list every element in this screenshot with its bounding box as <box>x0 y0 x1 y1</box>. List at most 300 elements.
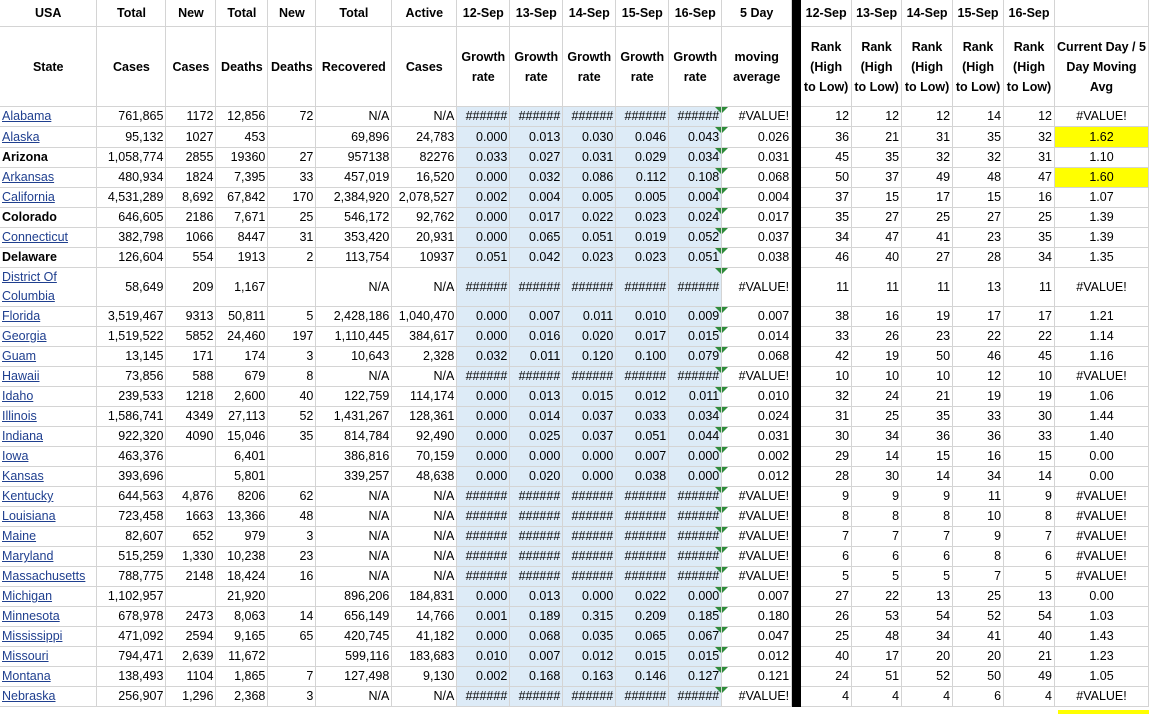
data-cell[interactable]: 23 <box>268 547 316 567</box>
header-cell[interactable]: Rank (High to Low) <box>1004 27 1055 107</box>
growth-rate-cell[interactable]: 0.032 <box>510 168 563 188</box>
growth-rate-cell[interactable]: ###### <box>669 687 722 707</box>
rank-cell[interactable]: 15 <box>1004 447 1055 467</box>
header-cell[interactable]: Growth rate <box>616 27 669 107</box>
rank-cell[interactable]: 41 <box>953 627 1004 647</box>
rank-cell[interactable]: 8 <box>1004 507 1055 527</box>
rank-cell[interactable]: 50 <box>953 667 1004 687</box>
data-cell[interactable]: N/A <box>316 527 392 547</box>
rank-cell[interactable]: 49 <box>902 168 953 188</box>
state-link[interactable]: Massachusetts <box>0 567 97 587</box>
rank-cell[interactable]: 24 <box>801 667 852 687</box>
data-cell[interactable]: 138,493 <box>97 667 166 687</box>
rank-cell[interactable]: 25 <box>902 208 953 228</box>
data-cell[interactable] <box>268 447 316 467</box>
rank-cell[interactable]: 28 <box>801 467 852 487</box>
rank-cell[interactable]: 26 <box>852 327 902 347</box>
growth-rate-cell[interactable]: 0.000 <box>457 467 510 487</box>
growth-rate-cell[interactable]: ###### <box>510 507 563 527</box>
data-cell[interactable]: 19360 <box>216 148 268 168</box>
rank-cell[interactable]: 11 <box>801 268 852 307</box>
data-cell[interactable]: 2,428,186 <box>316 307 392 327</box>
growth-rate-cell[interactable]: 0.315 <box>563 607 616 627</box>
rank-cell[interactable]: 5 <box>1004 567 1055 587</box>
header-cell[interactable]: State <box>0 27 97 107</box>
data-cell[interactable] <box>166 587 216 607</box>
rank-cell[interactable]: 25 <box>1004 208 1055 228</box>
growth-rate-cell[interactable]: 0.000 <box>457 447 510 467</box>
rank-cell[interactable]: 12 <box>1004 107 1055 127</box>
growth-rate-cell[interactable]: 0.016 <box>510 327 563 347</box>
growth-rate-cell[interactable]: 0.051 <box>457 248 510 268</box>
rank-cell[interactable]: 32 <box>1004 127 1055 148</box>
rank-cell[interactable]: 16 <box>1004 188 1055 208</box>
ratio-cell[interactable]: #VALUE! <box>1055 567 1149 587</box>
data-cell[interactable]: 62 <box>268 487 316 507</box>
moving-average-cell[interactable]: 0.010 <box>722 387 792 407</box>
state-link[interactable]: Michigan <box>0 587 97 607</box>
rank-cell[interactable]: 46 <box>953 347 1004 367</box>
rank-cell[interactable]: 23 <box>953 228 1004 248</box>
data-cell[interactable] <box>268 647 316 667</box>
growth-rate-cell[interactable]: ###### <box>510 527 563 547</box>
rank-cell[interactable]: 35 <box>852 148 902 168</box>
ratio-cell[interactable]: #VALUE! <box>1055 107 1149 127</box>
rank-cell[interactable]: 11 <box>902 268 953 307</box>
rank-cell[interactable]: 14 <box>852 447 902 467</box>
growth-rate-cell[interactable]: 0.004 <box>510 188 563 208</box>
data-cell[interactable]: 2,328 <box>392 347 457 367</box>
growth-rate-cell[interactable]: 0.023 <box>616 248 669 268</box>
rank-cell[interactable]: 21 <box>902 387 953 407</box>
header-cell[interactable]: Growth rate <box>669 27 722 107</box>
rank-cell[interactable]: 5 <box>852 567 902 587</box>
growth-rate-cell[interactable]: 0.002 <box>457 188 510 208</box>
data-cell[interactable]: 82276 <box>392 148 457 168</box>
header-cell[interactable]: Growth rate <box>563 27 616 107</box>
rank-cell[interactable]: 6 <box>801 547 852 567</box>
rank-cell[interactable]: 31 <box>801 407 852 427</box>
growth-rate-cell[interactable]: ###### <box>457 687 510 707</box>
moving-average-cell[interactable]: 0.012 <box>722 467 792 487</box>
data-cell[interactable]: 69,896 <box>316 127 392 148</box>
growth-rate-cell[interactable]: ###### <box>563 367 616 387</box>
rank-cell[interactable]: 10 <box>902 367 953 387</box>
data-cell[interactable]: 183,683 <box>392 647 457 667</box>
data-cell[interactable]: 1,330 <box>166 547 216 567</box>
growth-rate-cell[interactable]: 0.127 <box>669 667 722 687</box>
data-cell[interactable]: 10937 <box>392 248 457 268</box>
growth-rate-cell[interactable]: ###### <box>563 687 616 707</box>
rank-cell[interactable]: 20 <box>902 647 953 667</box>
growth-rate-cell[interactable]: 0.052 <box>669 228 722 248</box>
moving-average-cell[interactable]: 0.024 <box>722 407 792 427</box>
data-cell[interactable]: N/A <box>392 367 457 387</box>
data-cell[interactable]: 24,460 <box>216 327 268 347</box>
rank-cell[interactable]: 4 <box>852 687 902 707</box>
state-link[interactable]: Alabama <box>0 107 97 127</box>
state-link[interactable]: Connecticut <box>0 228 97 248</box>
moving-average-cell[interactable]: 0.121 <box>722 667 792 687</box>
state-link[interactable]: California <box>0 188 97 208</box>
ratio-cell[interactable]: 1.10 <box>1055 148 1149 168</box>
rank-cell[interactable]: 12 <box>801 107 852 127</box>
state-link[interactable]: Hawaii <box>0 367 97 387</box>
data-cell[interactable]: 67,842 <box>216 188 268 208</box>
growth-rate-cell[interactable]: 0.032 <box>457 347 510 367</box>
data-cell[interactable]: 50,811 <box>216 307 268 327</box>
data-cell[interactable]: 463,376 <box>97 447 166 467</box>
ratio-cell[interactable]: #VALUE! <box>1055 687 1149 707</box>
moving-average-cell[interactable]: 0.007 <box>722 307 792 327</box>
growth-rate-cell[interactable]: ###### <box>510 268 563 307</box>
data-cell[interactable]: 13,145 <box>97 347 166 367</box>
state-link[interactable]: Arizona <box>0 148 97 168</box>
rank-cell[interactable]: 37 <box>852 168 902 188</box>
data-cell[interactable]: 922,320 <box>97 427 166 447</box>
growth-rate-cell[interactable]: 0.000 <box>457 228 510 248</box>
data-cell[interactable]: 1172 <box>166 107 216 127</box>
growth-rate-cell[interactable]: ###### <box>510 487 563 507</box>
moving-average-cell[interactable]: 0.180 <box>722 607 792 627</box>
header-cell[interactable]: 15-Sep <box>616 0 669 27</box>
data-cell[interactable]: 2,078,527 <box>392 188 457 208</box>
rank-cell[interactable]: 17 <box>902 188 953 208</box>
data-cell[interactable]: N/A <box>316 487 392 507</box>
growth-rate-cell[interactable]: 0.100 <box>616 347 669 367</box>
rank-cell[interactable]: 26 <box>801 607 852 627</box>
rank-cell[interactable]: 45 <box>801 148 852 168</box>
data-cell[interactable]: 113,754 <box>316 248 392 268</box>
data-cell[interactable]: 92,762 <box>392 208 457 228</box>
data-cell[interactable]: 646,605 <box>97 208 166 228</box>
growth-rate-cell[interactable]: 0.000 <box>457 587 510 607</box>
growth-rate-cell[interactable]: 0.034 <box>669 148 722 168</box>
growth-rate-cell[interactable]: 0.007 <box>510 647 563 667</box>
rank-cell[interactable]: 30 <box>852 467 902 487</box>
growth-rate-cell[interactable]: ###### <box>616 547 669 567</box>
rank-cell[interactable]: 24 <box>852 387 902 407</box>
growth-rate-cell[interactable]: 0.007 <box>510 307 563 327</box>
moving-average-cell[interactable]: #VALUE! <box>722 507 792 527</box>
growth-rate-cell[interactable]: 0.035 <box>563 627 616 647</box>
rank-cell[interactable]: 5 <box>902 567 953 587</box>
rank-cell[interactable]: 32 <box>953 148 1004 168</box>
data-cell[interactable]: 1,040,470 <box>392 307 457 327</box>
state-link[interactable]: Missouri <box>0 647 97 667</box>
data-cell[interactable]: 73,856 <box>97 367 166 387</box>
data-cell[interactable]: 3,519,467 <box>97 307 166 327</box>
header-cell[interactable]: Cases <box>166 27 216 107</box>
header-cell[interactable]: 16-Sep <box>1004 0 1055 27</box>
data-cell[interactable]: 70,159 <box>392 447 457 467</box>
data-cell[interactable]: 1824 <box>166 168 216 188</box>
header-cell[interactable]: Total <box>216 0 268 27</box>
data-cell[interactable]: 6,401 <box>216 447 268 467</box>
growth-rate-cell[interactable]: 0.000 <box>563 467 616 487</box>
rank-cell[interactable]: 10 <box>852 367 902 387</box>
data-cell[interactable]: 239,533 <box>97 387 166 407</box>
data-cell[interactable]: 7 <box>268 667 316 687</box>
rank-cell[interactable]: 40 <box>801 647 852 667</box>
state-link[interactable]: Georgia <box>0 327 97 347</box>
header-cell[interactable]: 5 Day <box>722 0 792 27</box>
data-cell[interactable]: N/A <box>392 687 457 707</box>
ratio-cell[interactable]: #VALUE! <box>1055 487 1149 507</box>
data-cell[interactable]: 679 <box>216 367 268 387</box>
rank-cell[interactable]: 36 <box>801 127 852 148</box>
growth-rate-cell[interactable]: ###### <box>457 547 510 567</box>
growth-rate-cell[interactable]: ###### <box>616 687 669 707</box>
growth-rate-cell[interactable]: ###### <box>457 107 510 127</box>
data-cell[interactable]: 644,563 <box>97 487 166 507</box>
rank-cell[interactable]: 8 <box>902 507 953 527</box>
data-cell[interactable]: 95,132 <box>97 127 166 148</box>
growth-rate-cell[interactable]: ###### <box>457 567 510 587</box>
data-cell[interactable]: 979 <box>216 527 268 547</box>
ratio-cell[interactable]: 0.00 <box>1055 587 1149 607</box>
data-cell[interactable]: 21,920 <box>216 587 268 607</box>
growth-rate-cell[interactable]: ###### <box>457 507 510 527</box>
growth-rate-cell[interactable]: ###### <box>669 547 722 567</box>
growth-rate-cell[interactable]: 0.011 <box>563 307 616 327</box>
header-cell[interactable]: Cases <box>392 27 457 107</box>
ratio-cell[interactable]: 1.60 <box>1055 168 1149 188</box>
data-cell[interactable]: 126,604 <box>97 248 166 268</box>
rank-cell[interactable]: 7 <box>1004 527 1055 547</box>
data-cell[interactable]: 72 <box>268 107 316 127</box>
header-cell[interactable]: USA <box>0 0 97 27</box>
moving-average-cell[interactable]: 0.002 <box>722 447 792 467</box>
rank-cell[interactable]: 45 <box>1004 347 1055 367</box>
data-cell[interactable]: 122,759 <box>316 387 392 407</box>
data-cell[interactable]: 40 <box>268 387 316 407</box>
rank-cell[interactable]: 33 <box>1004 427 1055 447</box>
header-cell[interactable]: 13-Sep <box>510 0 563 27</box>
data-cell[interactable]: 554 <box>166 248 216 268</box>
growth-rate-cell[interactable]: 0.022 <box>616 587 669 607</box>
rank-cell[interactable]: 50 <box>902 347 953 367</box>
moving-average-cell[interactable]: 0.031 <box>722 427 792 447</box>
state-link[interactable]: Montana <box>0 667 97 687</box>
rank-cell[interactable]: 31 <box>1004 148 1055 168</box>
rank-cell[interactable]: 25 <box>953 587 1004 607</box>
growth-rate-cell[interactable]: 0.013 <box>510 387 563 407</box>
growth-rate-cell[interactable]: ###### <box>669 487 722 507</box>
data-cell[interactable]: 480,934 <box>97 168 166 188</box>
state-link[interactable]: Florida <box>0 307 97 327</box>
ratio-cell[interactable]: #VALUE! <box>1055 547 1149 567</box>
rank-cell[interactable]: 25 <box>852 407 902 427</box>
growth-rate-cell[interactable]: 0.017 <box>616 327 669 347</box>
data-cell[interactable] <box>166 447 216 467</box>
data-cell[interactable]: 1,586,741 <box>97 407 166 427</box>
data-cell[interactable]: 1,058,774 <box>97 148 166 168</box>
ratio-cell[interactable]: 1.40 <box>1055 427 1149 447</box>
growth-rate-cell[interactable]: 0.011 <box>669 387 722 407</box>
rank-cell[interactable]: 17 <box>1004 307 1055 327</box>
data-cell[interactable]: 65 <box>268 627 316 647</box>
data-cell[interactable]: 184,831 <box>392 587 457 607</box>
header-cell[interactable]: New <box>166 0 216 27</box>
data-cell[interactable]: 209 <box>166 268 216 307</box>
data-cell[interactable]: 174 <box>216 347 268 367</box>
data-cell[interactable]: N/A <box>316 367 392 387</box>
growth-rate-cell[interactable]: 0.146 <box>616 667 669 687</box>
data-cell[interactable]: N/A <box>392 547 457 567</box>
data-cell[interactable]: 1027 <box>166 127 216 148</box>
rank-cell[interactable]: 38 <box>801 307 852 327</box>
moving-average-cell[interactable]: #VALUE! <box>722 567 792 587</box>
growth-rate-cell[interactable]: 0.065 <box>616 627 669 647</box>
growth-rate-cell[interactable]: 0.079 <box>669 347 722 367</box>
rank-cell[interactable]: 10 <box>801 367 852 387</box>
data-cell[interactable]: 656,149 <box>316 607 392 627</box>
growth-rate-cell[interactable]: 0.002 <box>457 667 510 687</box>
ratio-cell[interactable]: #VALUE! <box>1055 268 1149 307</box>
state-link[interactable]: Guam <box>0 347 97 367</box>
rank-cell[interactable]: 12 <box>953 367 1004 387</box>
header-cell[interactable]: Growth rate <box>510 27 563 107</box>
rank-cell[interactable]: 9 <box>852 487 902 507</box>
growth-rate-cell[interactable]: ###### <box>457 367 510 387</box>
rank-cell[interactable]: 53 <box>852 607 902 627</box>
data-cell[interactable]: 386,816 <box>316 447 392 467</box>
data-cell[interactable]: 13,366 <box>216 507 268 527</box>
data-cell[interactable]: 599,116 <box>316 647 392 667</box>
growth-rate-cell[interactable]: 0.112 <box>616 168 669 188</box>
data-cell[interactable]: 2,384,920 <box>316 188 392 208</box>
growth-rate-cell[interactable]: ###### <box>669 527 722 547</box>
state-link[interactable]: District Of Columbia <box>0 268 97 307</box>
data-cell[interactable]: 1,102,957 <box>97 587 166 607</box>
growth-rate-cell[interactable]: ###### <box>563 268 616 307</box>
data-cell[interactable]: 457,019 <box>316 168 392 188</box>
rank-cell[interactable]: 17 <box>953 307 1004 327</box>
rank-cell[interactable]: 21 <box>1004 647 1055 667</box>
moving-average-cell[interactable]: #VALUE! <box>722 547 792 567</box>
data-cell[interactable]: 2 <box>268 248 316 268</box>
rank-cell[interactable]: 22 <box>953 327 1004 347</box>
header-cell[interactable]: Cases <box>97 27 166 107</box>
data-cell[interactable]: N/A <box>392 268 457 307</box>
data-cell[interactable]: 8,063 <box>216 607 268 627</box>
rank-cell[interactable]: 22 <box>852 587 902 607</box>
growth-rate-cell[interactable]: 0.067 <box>669 627 722 647</box>
data-cell[interactable]: 25 <box>268 208 316 228</box>
growth-rate-cell[interactable]: 0.010 <box>616 307 669 327</box>
state-link[interactable]: Minnesota <box>0 607 97 627</box>
data-cell[interactable]: 2473 <box>166 607 216 627</box>
rank-cell[interactable]: 15 <box>902 447 953 467</box>
data-cell[interactable]: 48,638 <box>392 467 457 487</box>
data-cell[interactable]: 652 <box>166 527 216 547</box>
data-cell[interactable]: N/A <box>316 268 392 307</box>
growth-rate-cell[interactable]: 0.030 <box>563 127 616 148</box>
data-cell[interactable]: 127,498 <box>316 667 392 687</box>
rank-cell[interactable]: 23 <box>902 327 953 347</box>
rank-cell[interactable]: 27 <box>953 208 1004 228</box>
growth-rate-cell[interactable]: 0.034 <box>669 407 722 427</box>
header-cell[interactable]: 12-Sep <box>457 0 510 27</box>
moving-average-cell[interactable]: 0.026 <box>722 127 792 148</box>
data-cell[interactable]: 3 <box>268 527 316 547</box>
ratio-cell[interactable]: 1.03 <box>1055 607 1149 627</box>
growth-rate-cell[interactable]: 0.000 <box>457 327 510 347</box>
growth-rate-cell[interactable]: 0.037 <box>563 427 616 447</box>
growth-rate-cell[interactable]: ###### <box>669 268 722 307</box>
header-cell[interactable]: 13-Sep <box>852 0 902 27</box>
rank-cell[interactable]: 12 <box>902 107 953 127</box>
header-cell[interactable]: Total <box>316 0 392 27</box>
data-cell[interactable]: N/A <box>316 687 392 707</box>
data-cell[interactable]: 12,856 <box>216 107 268 127</box>
rank-cell[interactable]: 34 <box>953 467 1004 487</box>
rank-cell[interactable]: 12 <box>852 107 902 127</box>
data-cell[interactable]: 11,672 <box>216 647 268 667</box>
data-cell[interactable]: 33 <box>268 168 316 188</box>
data-cell[interactable]: N/A <box>316 547 392 567</box>
rank-cell[interactable]: 48 <box>953 168 1004 188</box>
growth-rate-cell[interactable]: 0.000 <box>669 467 722 487</box>
data-cell[interactable]: 4,531,289 <box>97 188 166 208</box>
growth-rate-cell[interactable]: 0.005 <box>616 188 669 208</box>
growth-rate-cell[interactable]: ###### <box>669 367 722 387</box>
data-cell[interactable]: 2855 <box>166 148 216 168</box>
rank-cell[interactable]: 9 <box>801 487 852 507</box>
data-cell[interactable]: N/A <box>316 107 392 127</box>
growth-rate-cell[interactable]: 0.163 <box>563 667 616 687</box>
moving-average-cell[interactable]: 0.068 <box>722 168 792 188</box>
data-cell[interactable]: 171 <box>166 347 216 367</box>
rank-cell[interactable]: 7 <box>902 527 953 547</box>
data-cell[interactable]: 31 <box>268 228 316 248</box>
rank-cell[interactable]: 7 <box>953 567 1004 587</box>
data-cell[interactable]: 382,798 <box>97 228 166 248</box>
growth-rate-cell[interactable]: ###### <box>616 367 669 387</box>
rank-cell[interactable]: 9 <box>1004 487 1055 507</box>
rank-cell[interactable]: 6 <box>852 547 902 567</box>
growth-rate-cell[interactable]: ###### <box>669 107 722 127</box>
rank-cell[interactable]: 35 <box>953 127 1004 148</box>
header-cell[interactable]: moving average <box>722 27 792 107</box>
rank-cell[interactable]: 17 <box>852 647 902 667</box>
growth-rate-cell[interactable]: 0.001 <box>457 607 510 627</box>
growth-rate-cell[interactable]: ###### <box>616 507 669 527</box>
growth-rate-cell[interactable]: 0.108 <box>669 168 722 188</box>
growth-rate-cell[interactable]: 0.000 <box>563 587 616 607</box>
growth-rate-cell[interactable]: 0.000 <box>669 587 722 607</box>
growth-rate-cell[interactable]: 0.012 <box>563 647 616 667</box>
data-cell[interactable]: 5 <box>268 307 316 327</box>
growth-rate-cell[interactable]: 0.015 <box>563 387 616 407</box>
growth-rate-cell[interactable]: 0.168 <box>510 667 563 687</box>
state-link[interactable]: Maine <box>0 527 97 547</box>
data-cell[interactable]: 2,368 <box>216 687 268 707</box>
rank-cell[interactable]: 13 <box>953 268 1004 307</box>
rank-cell[interactable]: 15 <box>852 188 902 208</box>
rank-cell[interactable]: 4 <box>902 687 953 707</box>
growth-rate-cell[interactable]: 0.065 <box>510 228 563 248</box>
growth-rate-cell[interactable]: ###### <box>616 527 669 547</box>
data-cell[interactable]: 170 <box>268 188 316 208</box>
rank-cell[interactable]: 4 <box>1004 687 1055 707</box>
moving-average-cell[interactable]: 0.012 <box>722 647 792 667</box>
data-cell[interactable]: 339,257 <box>316 467 392 487</box>
data-cell[interactable]: 761,865 <box>97 107 166 127</box>
rank-cell[interactable]: 47 <box>1004 168 1055 188</box>
rank-cell[interactable]: 30 <box>801 427 852 447</box>
